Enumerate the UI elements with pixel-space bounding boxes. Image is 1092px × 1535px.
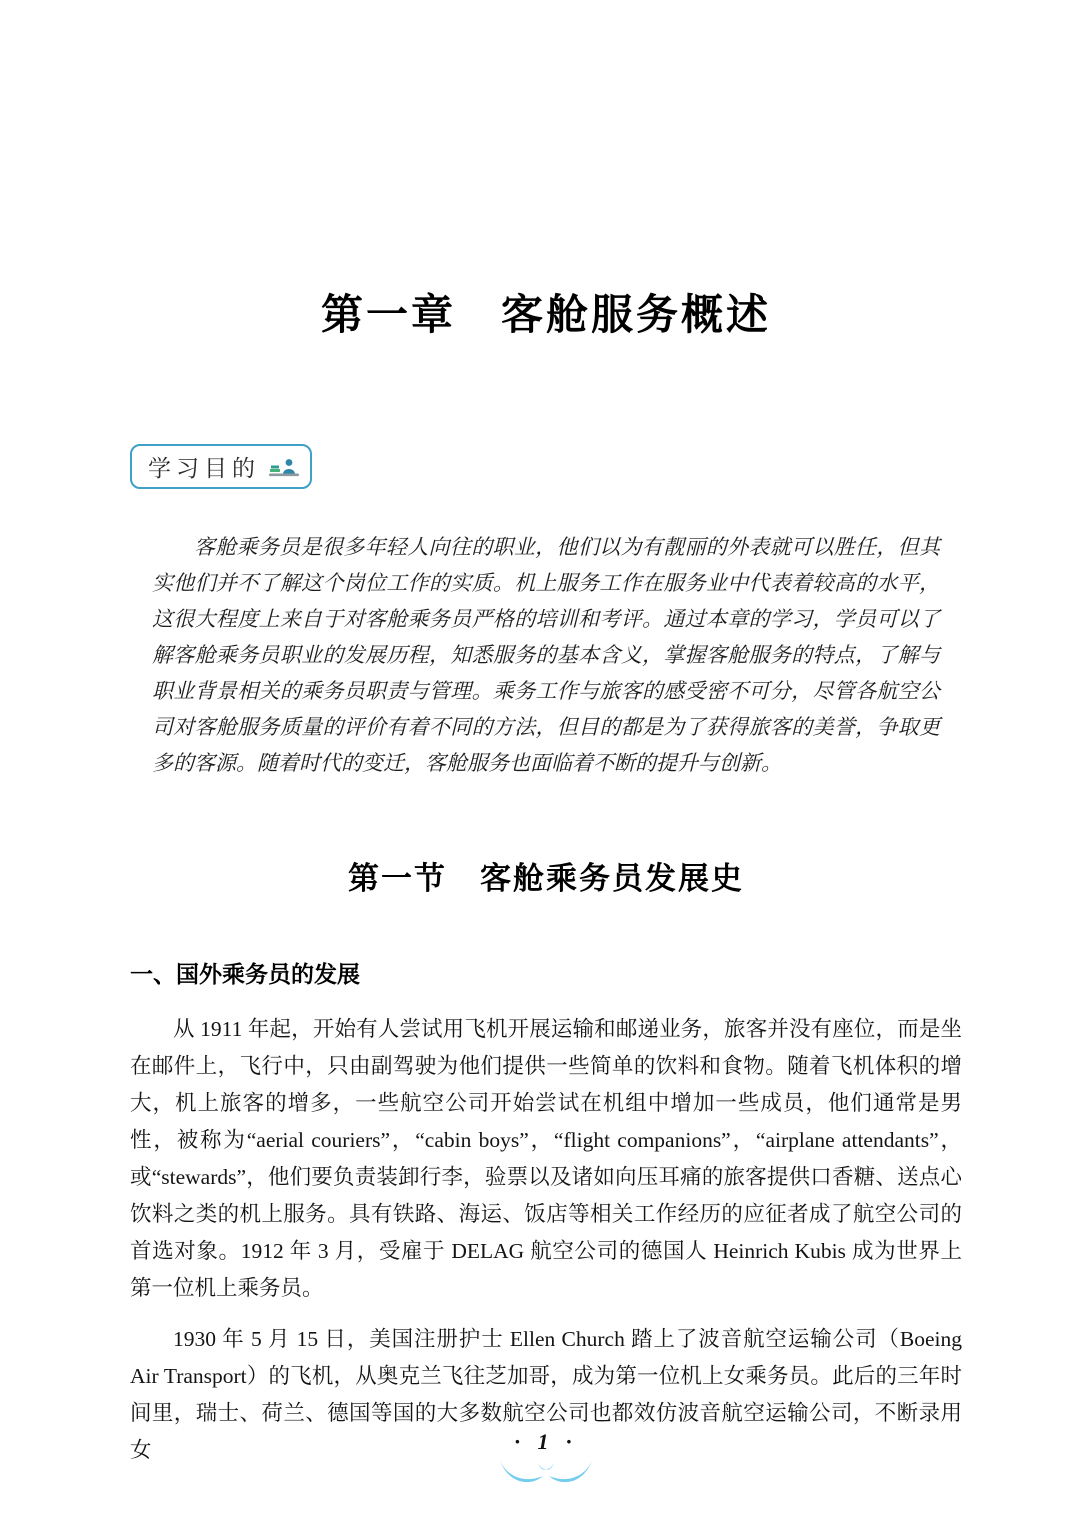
body-paragraph-1: 从 1911 年起，开始有人尝试用飞机开展运输和邮递业务，旅客并没有座位，而是坐在邮件上，飞行中，只由副驾驶为他们提供一些简单的饮料和食物。随着飞机体积的增大，机上旅客的增多，一些航空公司开始尝试在机组中增加一些成员，他们通常是男性，被称为“aerial couriers”，“cabin boys”，“flight companions”，“airplane attendants”，或“stewards”，他们要负责装卸行李，验票以及诸如向压耳痛的旅客提供口香糖、送点心饮料之类的机上服务。具有铁路、海运、饭店等相关工作经历的应征者成了航空公司的首选对象。1912 年 3 月，受雇于 DELAG 航空公司的德国人 Heinrich Kubis 成为世界上第一位机上乘务员。 [130,1017,962,1300]
learning-objective-badge [130,444,312,489]
section-title: 第一节 客舱乘务员发展史 [348,861,744,896]
body-paragraph-2: 1930 年 5 月 15 日，美国注册护士 Ellen Church 踏上了波音航空运输公司（Boeing Air Transport）的飞机，从奥克兰飞往芝加哥，成为第一位机上女乘务员。此后的三年时间里，瑞士、荷兰、德国等国的大多数航空公司也都效仿波音航空运输公司，不断录用女 [130,1327,962,1462]
learning-objective-text: 客舱乘务员是很多年轻人向往的职业，他们以为有靓丽的外表就可以胜任，但其实他们并不了解这个岗位工作的实质。机上服务工作在服务业中代表着较高的水平，这很大程度上来自于对客舱乘务员严格的培训和考评。通过本章的学习，学员可以了解客舱乘务员职业的发展历程，知悉服务的基本含义，掌握客舱服务的特点，了解与职业背景相关的乘务员职责与管理。乘务工作与旅客的感受密不可分，尽管各航空公司对客舱服务质量的评价有着不同的方法，但目的都是为了获得旅客的美誉，争取更多的客源。随着时代的变迁，客舱服务也面临着不断的提升与创新。 [152,535,940,775]
learning-objective-label: 学习目的 [148,455,260,481]
study-desk-icon [268,454,300,480]
chapter-title: 第一章 客舱服务概述 [320,291,771,338]
wave-swoosh-icon [494,1457,598,1487]
learning-objective-badge-row [130,444,962,489]
page-footer [0,1429,1092,1487]
subsection-heading: 一、国外乘务员的发展 [130,961,360,987]
page-number: · 1 · [514,1429,578,1454]
